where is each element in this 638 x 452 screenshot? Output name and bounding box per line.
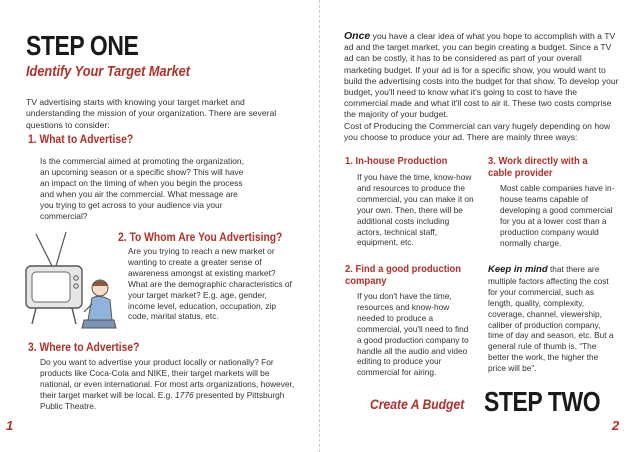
step-one-title: STEP ONE xyxy=(26,30,139,61)
way-cable-provider-body: Most cable companies have in-house teams capable of developing a good commercial for you at a lower cost than a production company would normally charge. xyxy=(500,183,615,248)
section-where-example-title: 1776 xyxy=(175,389,194,400)
section-where-text: Do you want to advertise your product locally or nationally? For products like Coca-Cola and NIKE, their target markets will be national, or even international. For most arts organizations, however, their target market will be local. xyxy=(40,357,295,400)
way-production-company-heading: 2. Find a good production company xyxy=(345,263,462,287)
step-two-subtitle: Create A Budget xyxy=(370,397,465,412)
budget-intro-text: you have a clear idea of what you hope to accomplish with a TV ad and the target market, you can begin creating a budget. Since a TV ad can be costly, it has to be considered as part of your overall marketing budget. If your ad is for a specific show, you would want to build the advertising costs into the budget for that show. To develop your budget, you'll need to know what it's going to cost to have the commercial made and what it'll cost to air it. These two costs comprise the majority of your budget. xyxy=(344,31,619,120)
section-where-body xyxy=(40,357,295,412)
production-cost-intro: Cost of Producing the Commercial can vary hugely depending on how you choose to produce your ad. There are mainly three ways: xyxy=(344,121,611,143)
keep-in-mind-text: that there are multiple factors affecting the cost for your commercial, such as length, quality, complexity, coverage, channel, viewership, caliber of production company, time of day and season, etc. But a general rule of thumb is, “The better the work, the higher the price will be”. xyxy=(488,264,614,374)
section-where-example-suffix: presented by Pittsburgh Public Theatre. xyxy=(40,389,285,411)
step-two-title: STEP TWO xyxy=(484,386,601,417)
step-one-subtitle: Identify Your Target Market xyxy=(26,64,191,80)
page-spread-divider xyxy=(319,0,320,452)
section-where-example-prefix: E.g. xyxy=(157,389,175,400)
section-whom-heading: 2. To Whom Are You Advertising? xyxy=(118,230,283,244)
way-cable-provider-heading: 3. Work directly with a cable provider xyxy=(488,155,588,179)
way-inhouse-heading: 1. In-house Production xyxy=(345,155,448,167)
keep-in-mind-lead: Keep in mind xyxy=(488,264,548,275)
section-whom-body: Are you trying to reach a new market or wanting to create a greater sense of awareness amongst at existing market? What are the demographic characteristics of your target market? E.g. age, gender, income level, education, occupation, zip code, marital status, etc. xyxy=(128,246,292,322)
section-where-heading: 3. Where to Advertise? xyxy=(28,340,140,354)
step-one-intro: TV advertising starts with knowing your target market and understanding the mission of your organization. There are several questions to consider: xyxy=(26,97,277,130)
way-inhouse-body: If you have the time, know-how and resources to produce the commercial, you can make it on your own. Then, there will be additional costs including actors, technical staff, equipment, etc. xyxy=(357,172,474,248)
budget-intro xyxy=(344,31,621,121)
page-number-left: 1 xyxy=(6,418,14,433)
page-number-right: 2 xyxy=(612,418,620,433)
section-what-heading: 1. What to Advertise? xyxy=(28,132,134,146)
budget-intro-lead: Once xyxy=(344,30,371,42)
section-what-body: Is the commercial aimed at promoting the organization, an upcoming season or a specific show? This will have an impact on the timing of when you begin the process and when you air the commercial. What message are you trying to get across to your audience via your commercial? xyxy=(40,156,244,221)
child-watching-tv-illustration xyxy=(22,228,118,332)
keep-in-mind-note xyxy=(488,264,618,374)
way-production-company-body: If you don't have the time, resources and know-how needed to produce a commercial, you'll need to find a good production company to handle all the audio and video editing to produce your commercial for airing. xyxy=(357,291,469,378)
